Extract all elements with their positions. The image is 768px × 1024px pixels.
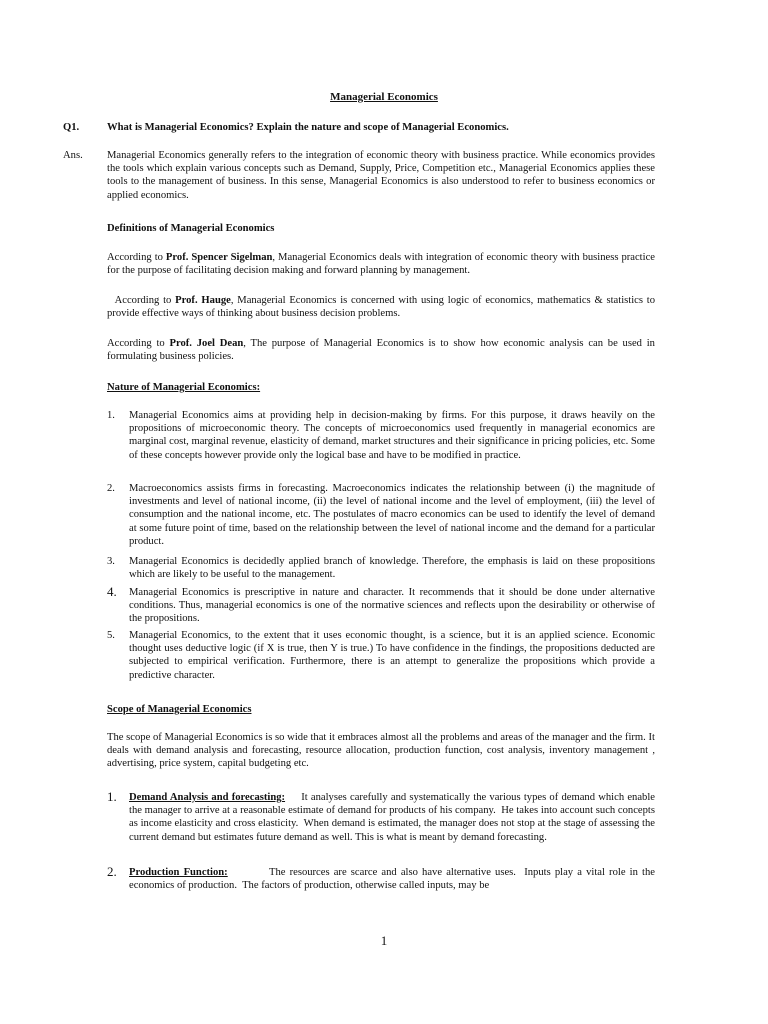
definition-author: Prof. Spencer Sigelman <box>165 252 273 263</box>
list-number: 3. <box>107 556 115 567</box>
scope-item-1 <box>107 789 658 844</box>
list-number: 2. <box>107 864 117 879</box>
list-text: Managerial Economics, to the extent that it uses economic thought, is a science, but it is an applied science. Economic thought uses deductive logic (if X is true, then Y is true.) To have confidence in the findings, the propositions deducted are subjected to empirical verification. Furthermore, there is an attempt to generalize the propositions which provide a predictive character. <box>129 630 655 681</box>
definition-author: Prof. Joel Dean <box>169 338 244 349</box>
definition-text: , The purpose of Managerial Economics is to show how economic analysis can be used in formulating business policies. <box>107 338 655 363</box>
definition-author: Prof. Hauge <box>175 295 231 306</box>
list-text <box>129 866 658 892</box>
intro-paragraph: Managerial Economics generally refers to the integration of economic theory with business practice. While economics provides the tools which explain various concepts such as Demand, Supply, Price, Competition etc., Managerial Economics applies these tools to the management of business. In this sense, Managerial Economics is also understood to refer to business economics or applied economics. <box>107 150 655 201</box>
list-text: Macroeconomics assists firms in forecasting. Macroeconomics indicates the relationship between (i) the magnitude of investments and level of national income, (ii) the level of national income and the level of employment, (iii) the level of consumption and the national income, etc. The postulates of macro economics can be used to identify the level of demand at some future point of time, based on the relationship between the level of national income and the demand for a particular product. <box>129 483 655 547</box>
definition-text: , Managerial Economics deals with integration of economic theory with business practice for the purpose of facilitating decision making and forward planning by management. <box>107 252 655 277</box>
question-label: Q1. <box>63 122 80 133</box>
page-number: 1 <box>380 933 388 948</box>
definition-text: , Managerial Economics is concerned with using logic of economics, mathematics & statistics to provide effective ways of thinking about business decision problems. <box>107 295 658 320</box>
nature-item-4 <box>107 586 655 626</box>
list-text: Managerial Economics is decidedly applied branch of knowledge. Therefore, the emphasis is laid on these propositions which are likely to be useful to the management. <box>129 556 655 581</box>
definition-hauge <box>107 294 658 320</box>
definition-sigelman <box>107 251 655 277</box>
nature-heading: Nature of Managerial Economics: <box>107 382 261 393</box>
list-text <box>129 791 658 844</box>
definition-prefix: According to <box>107 295 176 306</box>
list-number: 1. <box>107 789 117 804</box>
scope-item-2 <box>107 864 658 892</box>
scope-item-text: It analyses carefully and systematically the various types of demand which enable the manager to arrive at a reasonable estimate of demand for products of his company. He takes into account such concepts as income elasticity and cross elasticity. When demand is estimated, the manager does not stop at the stage of assessing the current demand but estimates future demand as well. This is what is meant by demand forecasting. <box>129 792 658 843</box>
list-text: Managerial Economics aims at providing help in decision-making by firms. For this purpose, it draws heavily on the propositions of microeconomic theory. The concepts of microeconomics used frequently in managerial economics are marginal cost, marginal revenue, elasticity of demand, market structures and their significance in pricing policies, etc. Some of these concepts however provide only the logical base and have to be modified in practice. <box>129 410 655 461</box>
scope-item-heading: Production Function: <box>129 867 228 878</box>
definition-prefix: According to <box>107 338 170 349</box>
nature-item-5 <box>107 629 655 682</box>
question-text: What is Managerial Economics? Explain the nature and scope of Managerial Economics. <box>107 122 509 133</box>
definition-dean <box>107 337 655 363</box>
nature-item-2 <box>107 482 655 548</box>
scope-item-text: The resources are scarce and also have alternative uses. Inputs play a vital role in the economics of production. The factors of production, otherwise called inputs, may be <box>129 867 658 892</box>
list-number: 4. <box>107 584 117 599</box>
scope-item-heading: Demand Analysis and forecasting: <box>129 792 286 803</box>
scope-heading: Scope of Managerial Economics <box>107 704 252 715</box>
definitions-heading: Definitions of Managerial Economics <box>107 223 275 234</box>
scope-intro-paragraph: The scope of Managerial Economics is so wide that it embraces almost all the problems and areas of the manager and the firm. It deals with demand analysis and forecasting, resource allocation, production function, cost analysis, inventory management , advertising, price system, capital budgeting etc. <box>107 732 655 770</box>
document-title: Managerial Economics <box>330 91 438 103</box>
list-number: 1. <box>107 410 115 421</box>
list-number: 5. <box>107 630 115 641</box>
list-text: Managerial Economics is prescriptive in nature and character. It recommends that it should be done under alternative conditions. Thus, managerial economics is one of the normative sciences and reflects upon the desirability or otherwise of the propositions. <box>129 587 655 625</box>
nature-item-1 <box>107 409 655 462</box>
list-number: 2. <box>107 483 115 494</box>
nature-item-3 <box>107 555 655 581</box>
answer-label: Ans. <box>63 150 83 161</box>
definition-prefix: According to <box>107 252 166 263</box>
